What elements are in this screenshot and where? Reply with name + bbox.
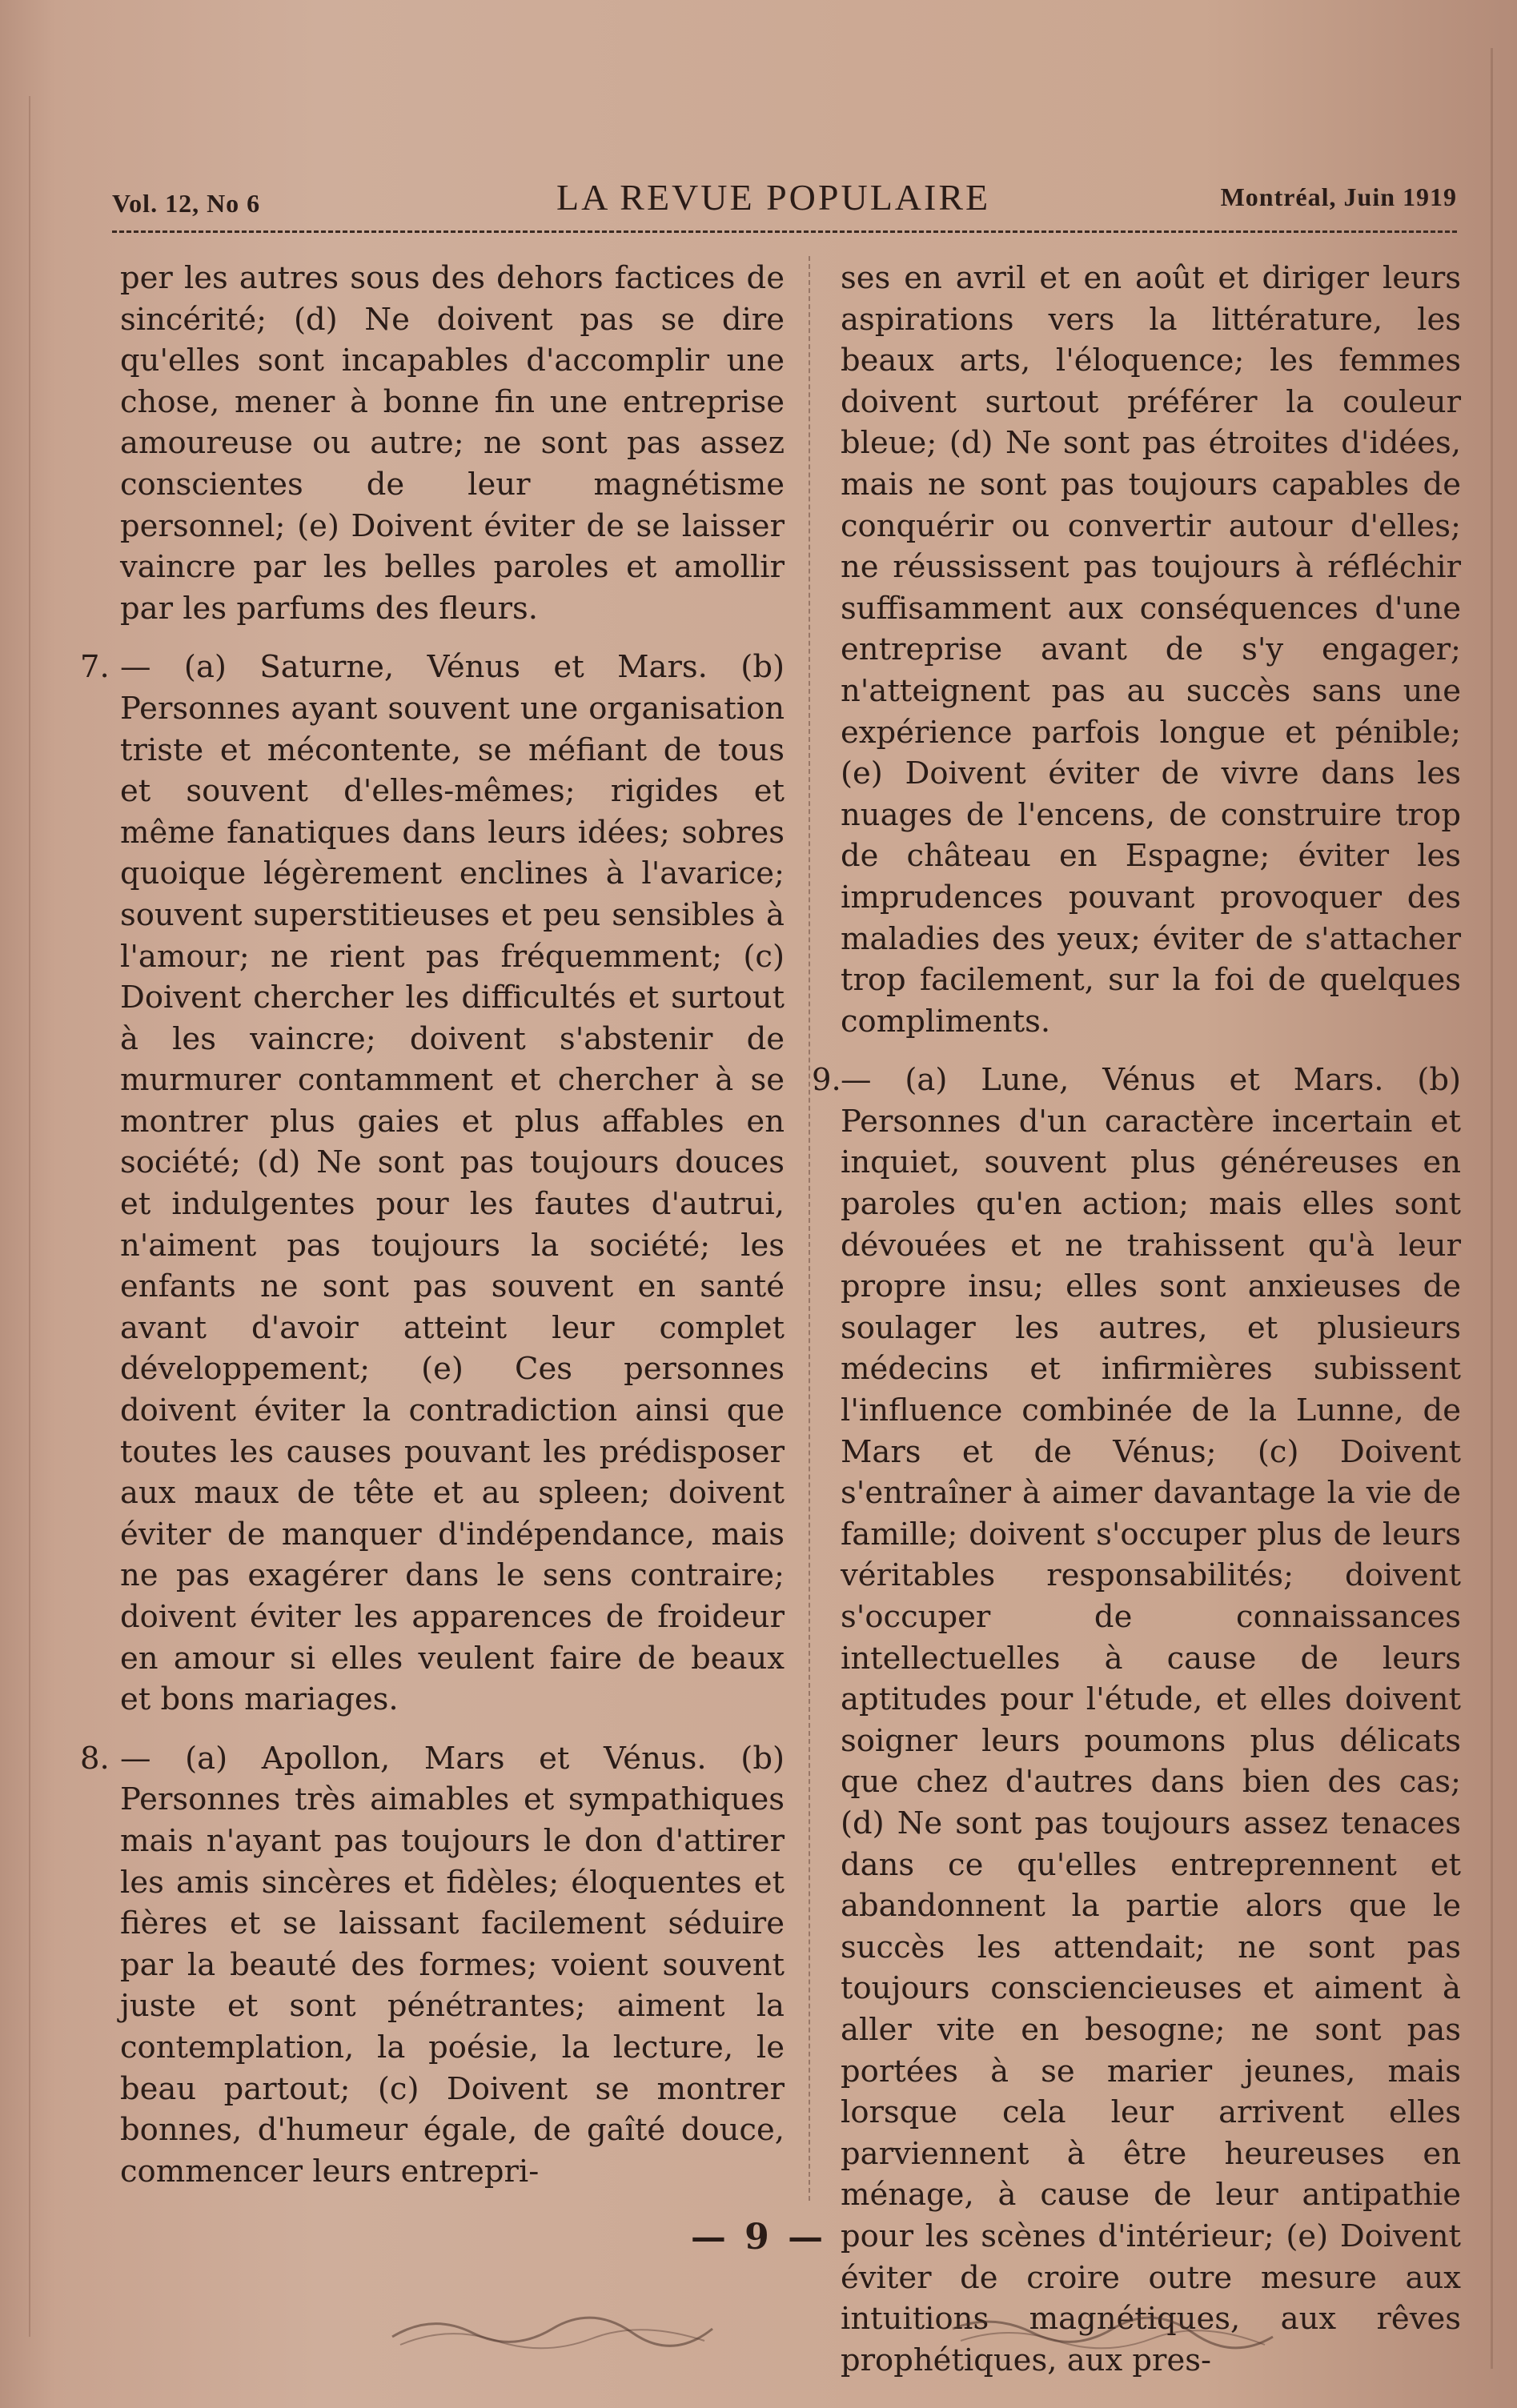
volume-number: Vol. 12, No 6	[112, 189, 261, 218]
list-item	[812, 1060, 1461, 2381]
right-margin-rule	[1491, 48, 1493, 2369]
list-item	[80, 1738, 785, 2193]
left-column	[80, 258, 785, 2210]
item-number: 9.	[812, 1062, 841, 1099]
column-divider	[809, 256, 810, 2201]
publication-title: LA REVUE POPULAIRE	[556, 177, 991, 218]
decorative-ornament-right	[945, 2305, 1281, 2353]
issue-date: Montréal, Juin 1919	[1220, 182, 1457, 211]
left-margin-rule	[29, 96, 30, 2337]
item-number: 8.	[80, 1740, 110, 1777]
page-number	[0, 2217, 1517, 2258]
running-header	[112, 168, 1457, 224]
list-item	[80, 647, 785, 1720]
item-text: — (a) Saturne, Vénus et Mars. (b) Personnes ayant souvent une organisation triste et mécontente, se méfiant de tous et souvent d'elles-mêmes; rigides et même fanatiques dans leurs idées; sobres quoique légèrement enclines à l'avarice; souvent superstitieuses et peu sensibles à l'amour; ne rient pas fréquemment; (c) Doivent chercher les difficultés et surtout à les vaincre; doivent s'abstenir de murmurer contamment et chercher à se montrer plus gaies et plus affables en société; (d) Ne sont pas toujours douces et indulgentes pour les fautes d'autrui, n'aiment pas toujours la société; les enfants ne sont pas souvent en santé avant d'avoir atteint leur complet développement; (e) Ces personnes doivent éviter la contradiction ainsi que toutes les causes pouvant les prédisposer aux maux de tête et au spleen; doivent éviter de manquer d'indépendance, mais ne pas exagérer dans le sens contraire; doivent éviter les apparences de froideur en amour si elles veulent faire de beaux et bons mariages.	[120, 649, 785, 1718]
item-number: 7.	[80, 649, 110, 686]
item-text: — (a) Lune, Vénus et Mars. (b) Personnes d'un caractère incertain et inquiet, souvent plus généreuses en paroles qu'en action; mais elles sont dévouées et ne trahissent qu'à leur propre insu; elles sont anxieuses de soulager les autres, et plusieurs médecins et infirmières subissent l'influence combinée de la Lunne, de Mars et de Vénus; (c) Doivent s'entraîner à aimer davantage la vie de famille; doivent s'occuper plus de leurs véritables responsabilités; doivent s'occuper de connaissances intellectuelles à cause de leurs aptitudes pour l'étude, et elles doivent soigner leurs poumons plus délicats que chez d'autres dans bien des cas; (d) Ne sont pas toujours assez tenaces dans ce qu'elles entreprennent et abandonnent la partie alors que le succès les attendait; ne sont pas toujours consciencieuses et aiment à aller vite en besogne; ne sont pas portées à se marier jeunes, mais lorsque cela leur arrivent elles parviennent à être heureuses en ménage, à cause de leur antipathie pour les scènes d'intérieur; (e) Doivent éviter de croire outre mesure aux intuitions magnétiques, aux rêves prophétiques, aux pres-	[841, 1062, 1461, 2378]
continued-paragraph: ses en avril et en août et diriger leurs aspirations vers la littérature, les beaux arts, l'éloquence; les femmes doivent surtout préférer la couleur bleue; (d) Ne sont pas étroites d'idées, mais ne sont pas toujours capables de conquérir ou convertir autour d'elles; ne réussissent pas toujours à réfléchir suffisamment aux conséquences d'une entreprise avant de s'y engager; n'atteignent pas au succès sans une expérience parfois longue et pénible; (e) Doivent éviter de vivre dans les nuages de l'encens, de construire trop de château en Espagne; éviter les imprudences pouvant provoquer des maladies des yeux; éviter de s'attacher trop facilement, sur la foi de quelques compliments.	[841, 260, 1461, 1040]
decorative-ornament-left	[384, 2305, 720, 2353]
page-number-text: — 9 —	[690, 2217, 827, 2258]
header-divider	[112, 230, 1457, 235]
continued-paragraph: per les autres sous des dehors factices de sincérité; (d) Ne doivent pas se dire qu'elles sont incapables d'accomplir une chose, mener à bonne fin une entreprise amoureuse ou autre; ne sont pas assez conscientes de leur magnétisme personnel; (e) Doivent éviter de se laisser vaincre par les belles paroles et amollir par les parfums des fleurs.	[120, 260, 785, 627]
item-text: — (a) Apollon, Mars et Vénus. (b) Personnes très aimables et sympathiques mais n'ayant pas toujours le don d'attirer les amis sincères et fidèles; éloquentes et fières et se laissant facilement séduire par la beauté des formes; voient souvent juste et sont pénétrantes; aiment la contemplation, la poésie, la lecture, le beau partout; (c) Doivent se montrer bonnes, d'humeur égale, de gaîté douce, commencer leurs entrepri-	[120, 1740, 785, 2190]
right-column	[812, 258, 1461, 2398]
